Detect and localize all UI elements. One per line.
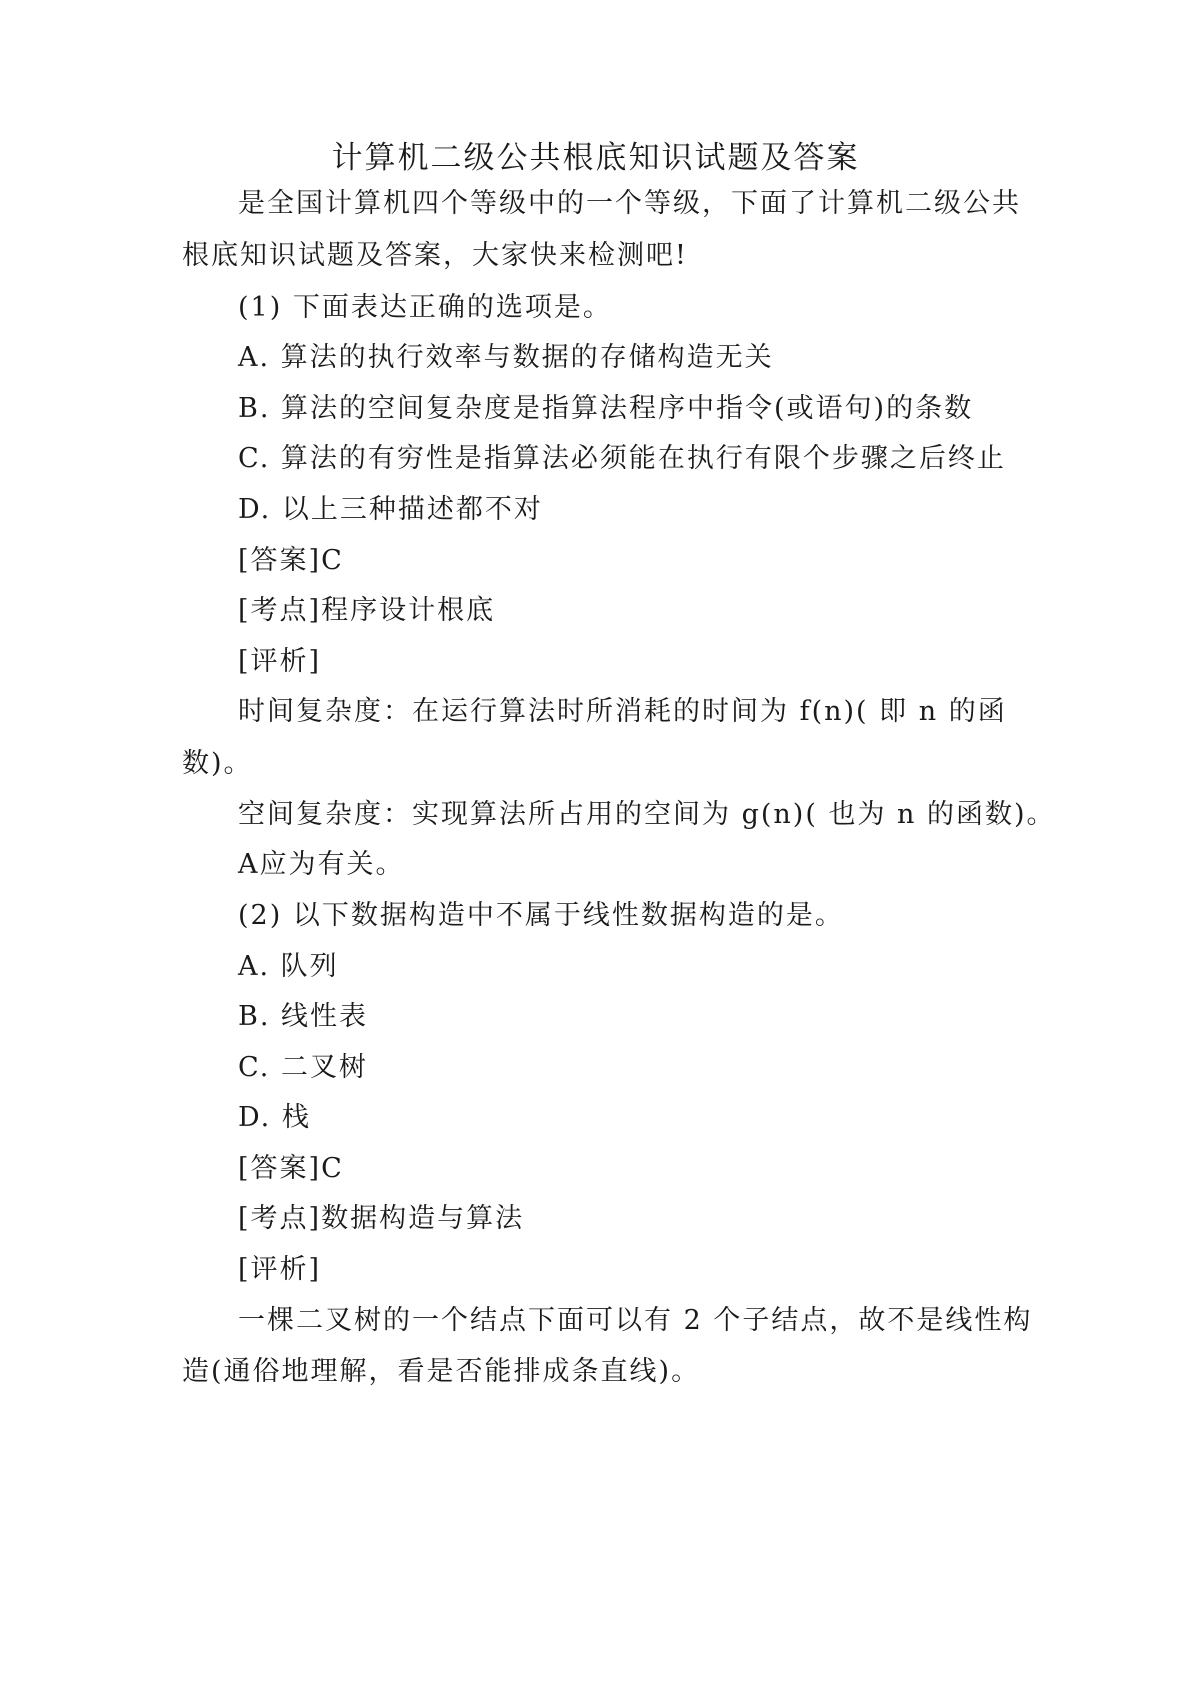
q1-option-b: B. 算法的空间复杂度是指算法程序中指令(或语句)的条数: [238, 393, 974, 424]
q2-answer: [答案]C: [238, 1153, 344, 1184]
document-title: 计算机二级公共根底知识试题及答案: [331, 140, 860, 176]
question-2: (2) 以下数据构造中不属于线性数据构造的是。: [238, 900, 844, 931]
q2-analysis-line-2: 造(通俗地理解，看是否能排成条直线)。: [182, 1356, 701, 1387]
q1-analysis-line-3: 空间复杂度：实现算法所占用的空间为 g(n)( 也为 n 的函数)。: [238, 799, 1056, 830]
q2-topic: [考点]数据构造与算法: [238, 1203, 525, 1234]
q2-analysis-line-1: 一棵二叉树的一个结点下面可以有 2 个子结点，故不是线性构: [238, 1305, 1033, 1336]
q1-answer: [答案]C: [238, 545, 344, 576]
q1-option-d: D. 以上三种描述都不对: [238, 494, 543, 525]
q1-analysis-heading: [评析]: [238, 646, 322, 677]
q1-analysis-line-2: 数)。: [182, 748, 253, 779]
q2-option-d: D. 栈: [238, 1102, 311, 1133]
question-1: (1) 下面表达正确的选项是。: [238, 292, 612, 323]
q1-topic: [考点]程序设计根底: [238, 595, 496, 626]
q2-option-b: B. 线性表: [238, 1001, 369, 1032]
q1-analysis-line-4: A应为有关。: [238, 849, 405, 880]
intro-line-1: 是全国计算机四个等级中的一个等级，下面了计算机二级公共: [238, 188, 1021, 219]
q2-analysis-heading: [评析]: [238, 1254, 322, 1285]
q2-option-c: C. 二叉树: [238, 1052, 368, 1083]
q1-option-c: C. 算法的有穷性是指算法必须能在执行有限个步骤之后终止: [238, 443, 1006, 474]
q1-analysis-line-1: 时间复杂度：在运行算法时所消耗的时间为 f(n)( 即 n 的函: [238, 696, 1007, 727]
q1-option-a: A. 算法的执行效率与数据的存储构造无关: [238, 342, 774, 373]
q2-option-a: A. 队列: [238, 951, 339, 982]
intro-line-2: 根底知识试题及答案，大家快来检测吧!: [182, 240, 688, 271]
